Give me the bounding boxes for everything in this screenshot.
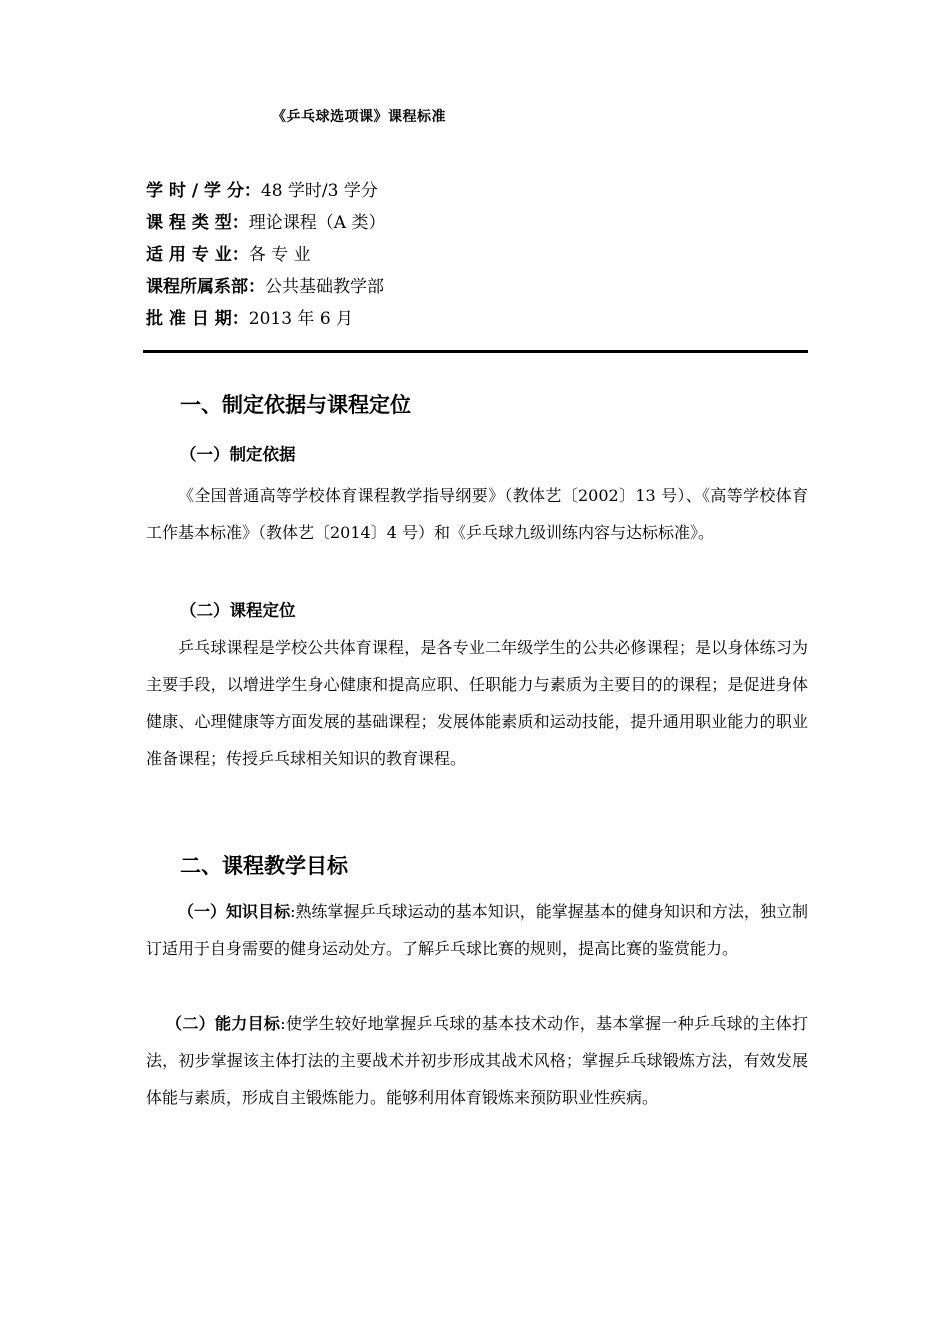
meta-label: 批 准 日 期： [146, 309, 249, 329]
goal-knowledge-paragraph [146, 893, 808, 967]
section1-sub2-heading: （二）课程定位 [180, 601, 296, 620]
meta-row-hours [146, 175, 806, 207]
meta-value: 公共基础教学部 [265, 277, 384, 297]
meta-label: 适 用 专 业： [146, 245, 249, 265]
goal-ability-text: :使学生较好地掌握乒乓球的基本技术动作，基本掌握一种乒乓球的主体打法，初步掌握该主体打法的主要战术并初步形成其战术风格；掌握乒乓球锻炼方法，有效发展体能与素质，形成自主锻炼能力。能够利用体育锻炼来预防职业性疾病。 [146, 1014, 808, 1107]
goal-ability-paragraph [146, 1005, 808, 1116]
section2-heading: 二、课程教学目标 [180, 854, 348, 878]
goal-knowledge-lead: （一）知识目标 [178, 902, 291, 921]
goal-knowledge-text: :熟练掌握乒乓球运动的基本知识，能掌握基本的健身知识和方法，独立制订适用于自身需要的健身运动处方。了解乒乓球比赛的规则，提高比赛的鉴赏能力。 [146, 902, 808, 958]
meta-label: 课程所属系部： [146, 277, 265, 297]
meta-row-date [146, 303, 806, 335]
meta-row-type [146, 207, 806, 239]
meta-row-major [146, 239, 806, 271]
horizontal-rule [143, 350, 808, 353]
meta-row-department [146, 271, 806, 303]
meta-value: 各 专 业 [248, 245, 311, 265]
document-title: 《乒乓球选项课》课程标准 [272, 109, 446, 125]
goal-ability-lead: （二）能力目标 [166, 1014, 281, 1033]
meta-label: 课 程 类 型： [146, 213, 249, 233]
section1-sub1-heading: （一）制定依据 [180, 445, 296, 464]
section1-heading: 一、制定依据与课程定位 [180, 393, 411, 417]
meta-value: 理论课程（A 类） [248, 213, 386, 233]
meta-value: 48 学时/3 学分 [260, 181, 378, 201]
course-meta [146, 175, 806, 335]
meta-value: 2013 年 6 月 [248, 309, 354, 329]
section1-sub2-paragraph: 乒乓球课程是学校公共体育课程，是各专业二年级学生的公共必修课程；是以身体练习为主要手段，以增进学生身心健康和提高应职、任职能力与素质为主要目的的课程；是促进身体健康、心理健康等方面发展的基础课程；发展体能素质和运动技能，提升通用职业能力的职业准备课程；传授乒乓球相关知识的教育课程。 [146, 638, 808, 768]
meta-label: 学 时 / 学 分： [146, 181, 261, 201]
section1-sub1-paragraph: 《全国普通高等学校体育课程教学指导纲要》（教体艺〔2002〕13 号）、《高等学校体育工作基本标准》（教体艺〔2014〕4 号）和《乒乓球九级训练内容与达标标准》。 [146, 486, 808, 542]
